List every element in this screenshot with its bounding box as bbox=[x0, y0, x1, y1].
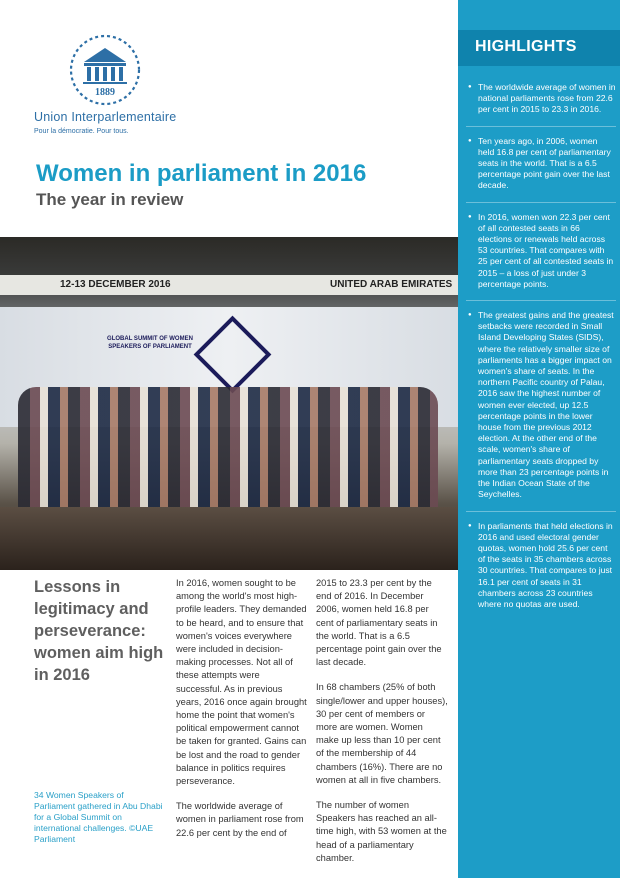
photo-caption: 34 Women Speakers of Parliament gathered in Abu Dhabi for a Global Summit on international challenges. ©UAE Parliament bbox=[34, 790, 163, 844]
body-paragraph: In 2016, women sought to be among the world's most high-profile leaders. They demanded to be heard, and to ensure that women's voices everywhere were included in decision-making processes. Not all of these attempts were successful. As in previous years, 2016 once again brought home the point that women's political empowerment cannot be taken for granted. Gains can be lost and the road to gender balance in politics requires perseverance. bbox=[176, 578, 307, 787]
body-paragraph: The worldwide average of women in parliament rose from 22.6 per cent by the end of bbox=[176, 801, 304, 838]
highlight-item: ● In 2016, women won 22.3 per cent of all contested seats in 66 elections or renewals held across 53 countries. That compares with 25 per cent of all contested seats in 2015 – a loss of just under 3 percentage points. bbox=[466, 212, 616, 301]
photo-floor bbox=[0, 507, 458, 570]
highlight-item: ● In parliaments that held elections in 2016 and used electoral gender quotas, women hold 25.6 per cent of the seats in 35 chambers across 30 countries. That compares to just 16.1 per cent of seats in 31 chambers across 23 countries where no quotas are used. bbox=[466, 521, 616, 621]
highlight-item: ● The worldwide average of women in national parliaments rose from 22.6 per cent in 2015 to 23.3 in 2016. bbox=[466, 82, 616, 127]
photo-date-banner: 12-13 DECEMBER 2016 bbox=[60, 279, 171, 290]
highlights-sidebar bbox=[458, 0, 620, 878]
body-paragraph: 2015 to 23.3 per cent by the end of 2016. In December 2006, women held 16.8 per cent of parliamentary seats in the world. That is a 6.5 percentage point gain over the last decade. bbox=[316, 578, 442, 668]
body-paragraph: The number of women Speakers has reached an all-time high, with 53 women at the head of a parliamentary chamber. bbox=[316, 800, 447, 863]
logo-name: Union Interparlementaire bbox=[34, 110, 177, 124]
photo-country-banner: UNITED ARAB EMIRATES bbox=[330, 279, 453, 290]
highlights-title: HIGHLIGHTS bbox=[475, 38, 577, 55]
summit-photo bbox=[0, 237, 458, 570]
page-title: Women in parliament in 2016 bbox=[36, 160, 367, 187]
body-column-2 bbox=[316, 577, 448, 877]
lessons-heading: Lessons in legitimacy and perseverance: women aim high in 2016 bbox=[34, 578, 164, 684]
highlight-item: ● Ten years ago, in 2006, women held 16.8 per cent of parliamentary seats in the world. That is a 6.5 percentage point gain over the last decade. bbox=[466, 136, 616, 203]
ipu-emblem-icon bbox=[60, 32, 150, 108]
highlights-header bbox=[458, 30, 620, 66]
photo-group-of-people bbox=[18, 387, 438, 507]
page-subtitle: The year in review bbox=[36, 190, 184, 209]
photo-summit-text: GLOBAL SUMMIT OF WOMEN SPEAKERS OF PARLIAMENT bbox=[107, 336, 193, 350]
logo-year: 1889 bbox=[95, 87, 115, 98]
highlight-item: ● The greatest gains and the greatest setbacks were recorded in Small Island Developing States (SIDS), where the relatively smaller size of parliaments has a bigger impact on women's share of seats. In the northern Pacific country of Palau, 2016 saw the highest number of women ever elected, up 12.5 percentage points in the lower house from the previous 2012 election. At the other end of the scale, women's share of parliamentary seats dropped by more than 23 percentage points in the Indian Ocean State of the Seychelles. bbox=[466, 310, 616, 511]
logo-tagline: Pour la démocratie. Pour tous. bbox=[34, 128, 129, 135]
highlights-list bbox=[466, 82, 616, 629]
body-paragraph: In 68 chambers (25% of both single/lower and upper houses), 30 per cent of members or more are women. Women make up less than 10 per cent of the membership of 44 chambers (16%). There are no women at all in five chambers. bbox=[316, 682, 448, 785]
body-column-1 bbox=[176, 577, 308, 852]
ipu-logo bbox=[34, 32, 184, 142]
